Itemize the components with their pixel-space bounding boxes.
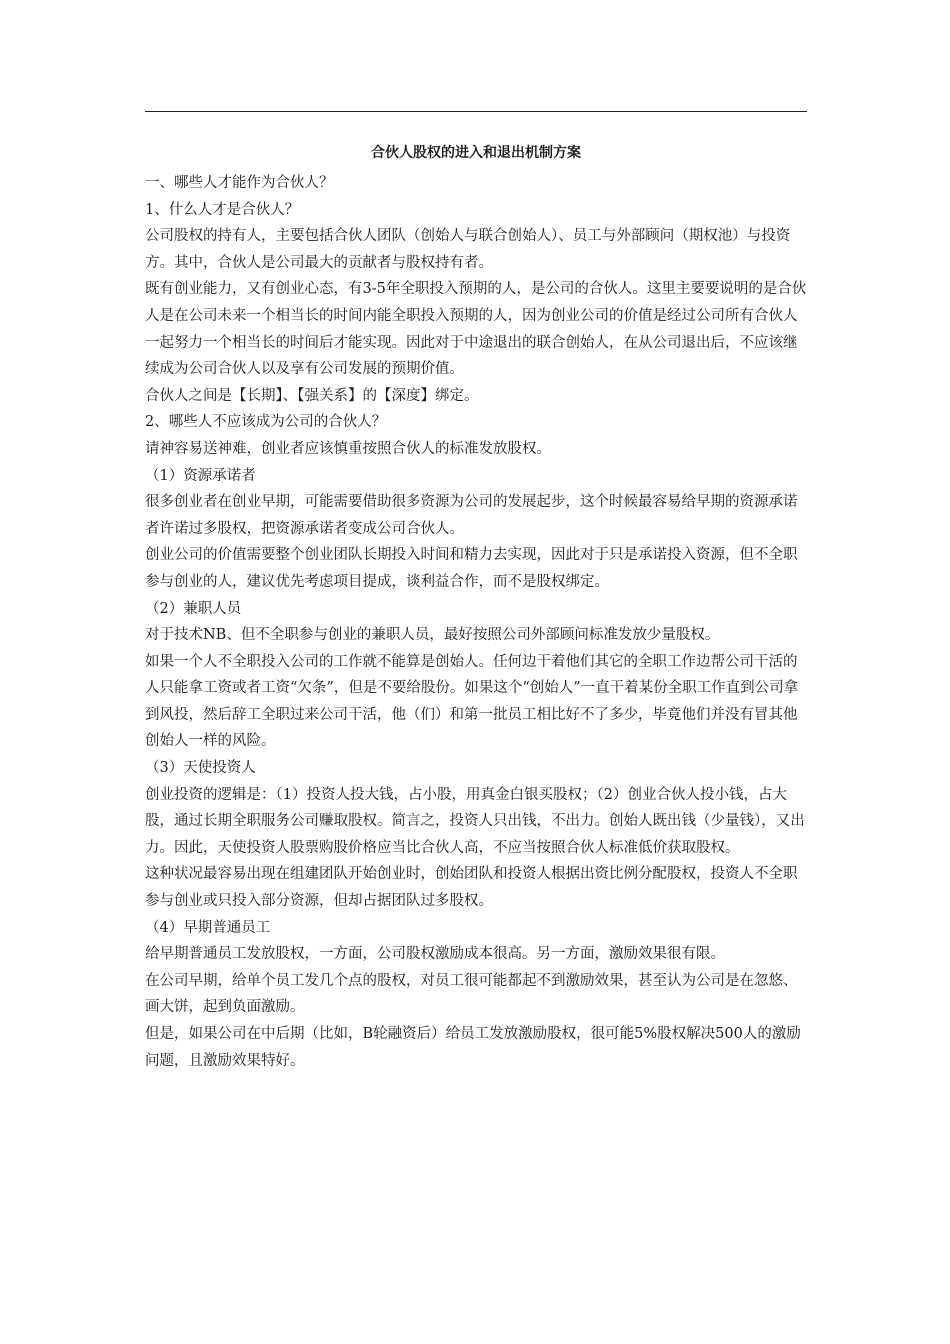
paragraph: 合伙人之间是【长期】、【强关系】的【深度】绑定。 — [145, 387, 479, 404]
paragraph: 给早期普通员工发放股权，一方面，公司股权激励成本很高。另一方面，激励效果很有限。 — [145, 946, 725, 963]
paragraph: 在公司早期，给单个员工发几个点的股权，对员工很可能都起不到激励效果，甚至认为公司是在忽悠、画大饼，起到负面激励。 — [145, 972, 798, 1016]
paragraph: 创业投资的逻辑是：（1）投资人投大钱，占小股，用真金白银买股权；（2）创业合伙人投小钱，占大股，通过长期全职服务公司赚取股权。简言之，投资人只出钱，不出力。创始人既出钱（少量钱），又出力。因此，天使投资人股票购股价格应当比合伙人高，不应当按照合伙人标准低价获取股权。 — [145, 786, 805, 856]
heading-item-3: （3）天使投资人 — [145, 760, 256, 777]
paragraph: 如果一个人不全职投入公司的工作就不能算是创始人。任何边干着他们其它的全职工作边帮公司干活的人只能拿工资或者工资“欠条”，但是不要给股份。如果这个“创始人”一直干着某份全职工作直到公司拿到风投，然后辞工全职过来公司干活，他（们）和第一批员工相比好不了多少，毕竟他们并没有冒其他创始人一样的风险。 — [145, 653, 799, 750]
header-rule — [145, 111, 807, 112]
heading-item-2: （2）兼职人员 — [145, 600, 242, 617]
heading-subsection-2: 2、哪些人不应该成为公司的合伙人？ — [145, 414, 387, 431]
heading-subsection-1: 1、什么人才是合伙人？ — [145, 201, 300, 218]
heading-item-4: （4）早期普通员工 — [145, 919, 271, 936]
paragraph: 请神容易送神难，创业者应该慎重按照合伙人的标准发放股权。 — [145, 440, 551, 457]
heading-item-1: （1）资源承诺者 — [145, 467, 256, 484]
document-title: 合伙人股权的进入和退出机制方案 — [371, 145, 581, 161]
paragraph: 对于技术NB、但不全职参与创业的兼职人员，最好按照公司外部顾问标准发放少量股权。 — [145, 627, 720, 644]
paragraph: 这种状况最容易出现在组建团队开始创业时，创始团队和投资人根据出资比例分配股权，投资人不全职参与创业或只投入部分资源，但却占据团队过多股权。 — [145, 866, 798, 910]
paragraph: 很多创业者在创业早期，可能需要借助很多资源为公司的发展起步，这个时候最容易给早期的资源承诺者许诺过多股权，把资源承诺者变成公司合伙人。 — [145, 494, 798, 537]
paragraph: 既有创业能力，又有创业心态，有3-5年全职投入预期的人，是公司的合伙人。这里主要要说明的是合伙人是在公司未来一个相当长的时间内能全职投入预期的人，因为创业公司的价值是经过公司所有合伙人一起努力一个相当长的时间后才能实现。因此对于中途退出的联合创始人，在从公司退出后，不应该继续成为公司合伙人以及享有公司发展的预期价值。 — [145, 281, 807, 378]
paragraph: 但是，如果公司在中后期（比如，B轮融资后）给员工发放激励股权，很可能5%股权解决500人的激励问题，且激励效果特好。 — [145, 1026, 801, 1069]
paragraph: 公司股权的持有人，主要包括合伙人团队（创始人与联合创始人）、员工与外部顾问（期权池）与投资方。其中，合伙人是公司最大的贡献者与股权持有者。 — [145, 228, 791, 271]
document-body — [145, 170, 810, 1074]
heading-section-1: 一、哪些人才能作为合伙人？ — [145, 175, 334, 191]
paragraph: 创业公司的价值需要整个创业团队长期投入时间和精力去实现，因此对于只是承诺投入资源，但不全职参与创业的人，建议优先考虑项目提成，谈利益合作，而不是股权绑定。 — [145, 547, 798, 590]
